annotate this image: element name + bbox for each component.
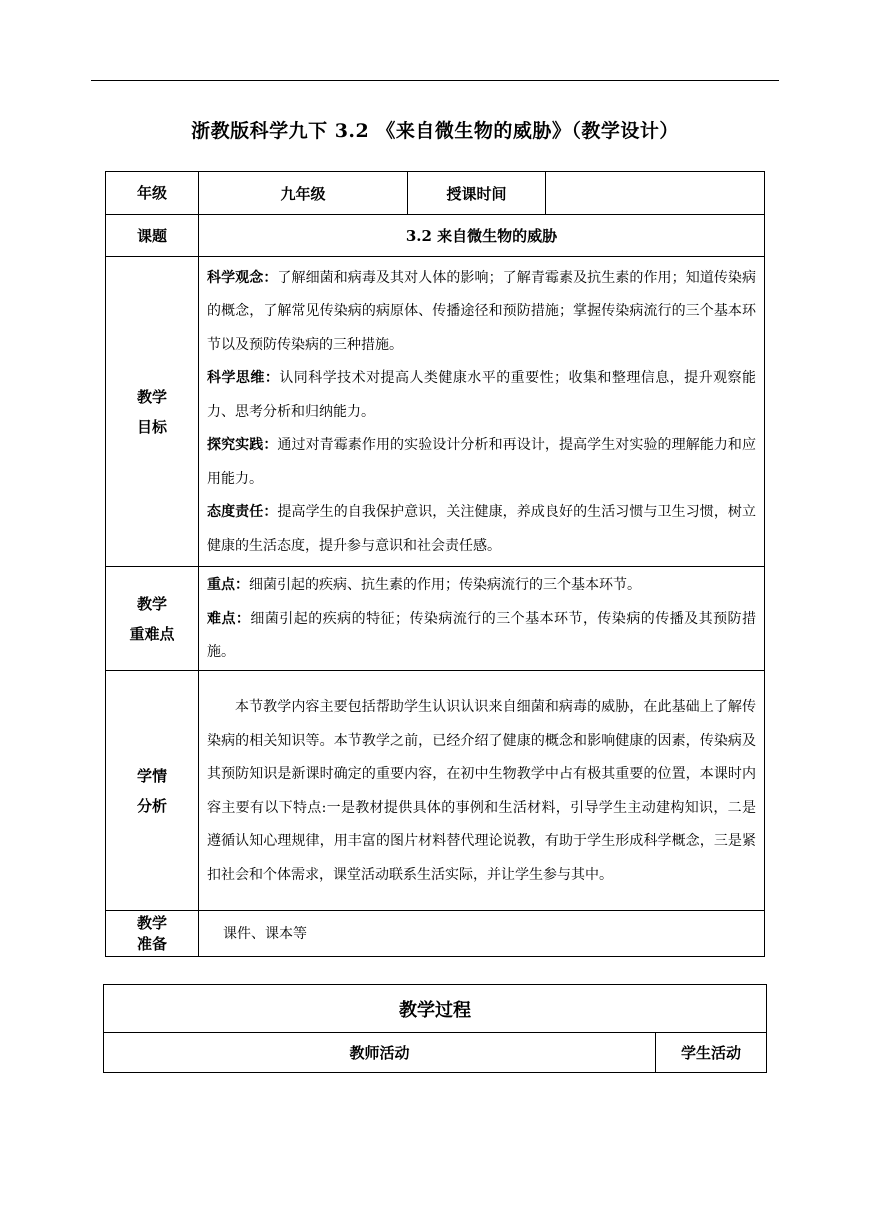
lesson-info-table bbox=[105, 171, 765, 957]
key-points-content bbox=[199, 567, 765, 671]
analysis-text: 本节教学内容主要包括帮助学生认识认识来自细菌和病毒的威胁，在此基础上了解传染病的相关知识等。本节教学之前，已经介绍了健康的概念和影响健康的因素，传染病及其预防知识是新课时确定的重要内容，在初中生物教学中占有极其重要的位置，本课时内容主要有以下特点:一是教材提供具体的事例和生活材料，引导学生主动建构知识，二是遵循认知心理规律，用丰富的图片材料替代理论说教，有助于学生形成科学概念，三是紧扣社会和个体需求，课堂活动联系生活实际，并让学生参与其中。 bbox=[207, 699, 756, 883]
key-point-text: 细菌引起的疾病的特征；传染病流行的三个基本环节，传染病的传播及其预防措施。 bbox=[207, 610, 757, 661]
goals-label-line-2: 目标 bbox=[136, 417, 167, 436]
key-point-difficulty bbox=[207, 603, 756, 670]
header-rule bbox=[91, 80, 779, 81]
goal-head: 科学思维： bbox=[207, 370, 280, 387]
document-title: 浙教版科学九下 3.2 《来自微生物的威胁》（教学设计） bbox=[191, 120, 679, 142]
goal-head: 科学观念： bbox=[207, 269, 278, 286]
topic-value: 3.2 来自微生物的威胁 bbox=[199, 215, 765, 257]
prep-label-line-2: 准备 bbox=[136, 934, 167, 953]
teaching-process-table bbox=[103, 984, 767, 1073]
goal-head: 探究实践： bbox=[207, 437, 278, 454]
student-activity-header: 学生活动 bbox=[656, 1033, 767, 1073]
analysis-content bbox=[199, 671, 765, 911]
prep-label bbox=[106, 911, 199, 957]
analysis-label bbox=[106, 671, 199, 911]
key-point-text: 细菌引起的疾病、抗生素的作用；传染病流行的三个基本环节。 bbox=[249, 577, 641, 594]
key-label-line-2: 重难点 bbox=[129, 624, 175, 643]
goal-attitude-responsibility bbox=[207, 496, 756, 563]
topic-row bbox=[106, 215, 765, 257]
goal-science-thinking bbox=[207, 362, 756, 429]
goal-inquiry-practice bbox=[207, 429, 756, 496]
process-columns-row bbox=[104, 1033, 767, 1073]
grade-row bbox=[106, 172, 765, 215]
prep-label-line-1: 教学 bbox=[136, 913, 167, 932]
key-point-head: 重点： bbox=[207, 577, 249, 594]
goals-label-line-1: 教学 bbox=[136, 387, 167, 406]
goal-text: 认同科学技术对提高人类健康水平的重要性；收集和整理信息，提升观察能力、思考分析和归纳能力。 bbox=[207, 370, 757, 420]
time-label: 授课时间 bbox=[408, 172, 546, 215]
goals-label bbox=[106, 257, 199, 567]
process-heading-row bbox=[104, 985, 767, 1033]
grade-label: 年级 bbox=[106, 172, 199, 215]
topic-label: 课题 bbox=[106, 215, 199, 257]
goal-text: 提高学生的自我保护意识，关注健康，养成良好的生活习惯与卫生习惯，树立健康的生活态度，提升参与意识和社会责任感。 bbox=[207, 504, 757, 554]
teacher-activity-header: 教师活动 bbox=[104, 1033, 656, 1073]
goal-text: 通过对青霉素作用的实验设计分析和再设计，提高学生对实验的理解能力和应用能力。 bbox=[207, 437, 757, 487]
analysis-row bbox=[106, 671, 765, 911]
process-heading: 教学过程 bbox=[104, 985, 767, 1033]
prep-content: 课件、课本等 bbox=[199, 911, 765, 957]
goals-row bbox=[106, 257, 765, 567]
key-point-focus bbox=[207, 569, 756, 603]
grade-value: 九年级 bbox=[199, 172, 408, 215]
key-points-row bbox=[106, 567, 765, 671]
key-points-label bbox=[106, 567, 199, 671]
goals-content bbox=[199, 257, 765, 567]
time-value bbox=[546, 172, 765, 215]
analysis-label-line-2: 分析 bbox=[136, 796, 167, 815]
key-point-head: 难点： bbox=[207, 610, 251, 627]
goal-science-concept bbox=[207, 262, 756, 363]
key-label-line-1: 教学 bbox=[136, 594, 167, 613]
goal-head: 态度责任： bbox=[207, 504, 278, 521]
prep-row bbox=[106, 911, 765, 957]
analysis-label-line-1: 学情 bbox=[136, 766, 167, 785]
goal-text: 了解细菌和病毒及其对人体的影响；了解青霉素及抗生素的作用；知道传染病的概念，了解常见传染病的病原体、传播途径和预防措施；掌握传染病流行的三个基本环节以及预防传染病的三种措施。 bbox=[207, 269, 757, 353]
